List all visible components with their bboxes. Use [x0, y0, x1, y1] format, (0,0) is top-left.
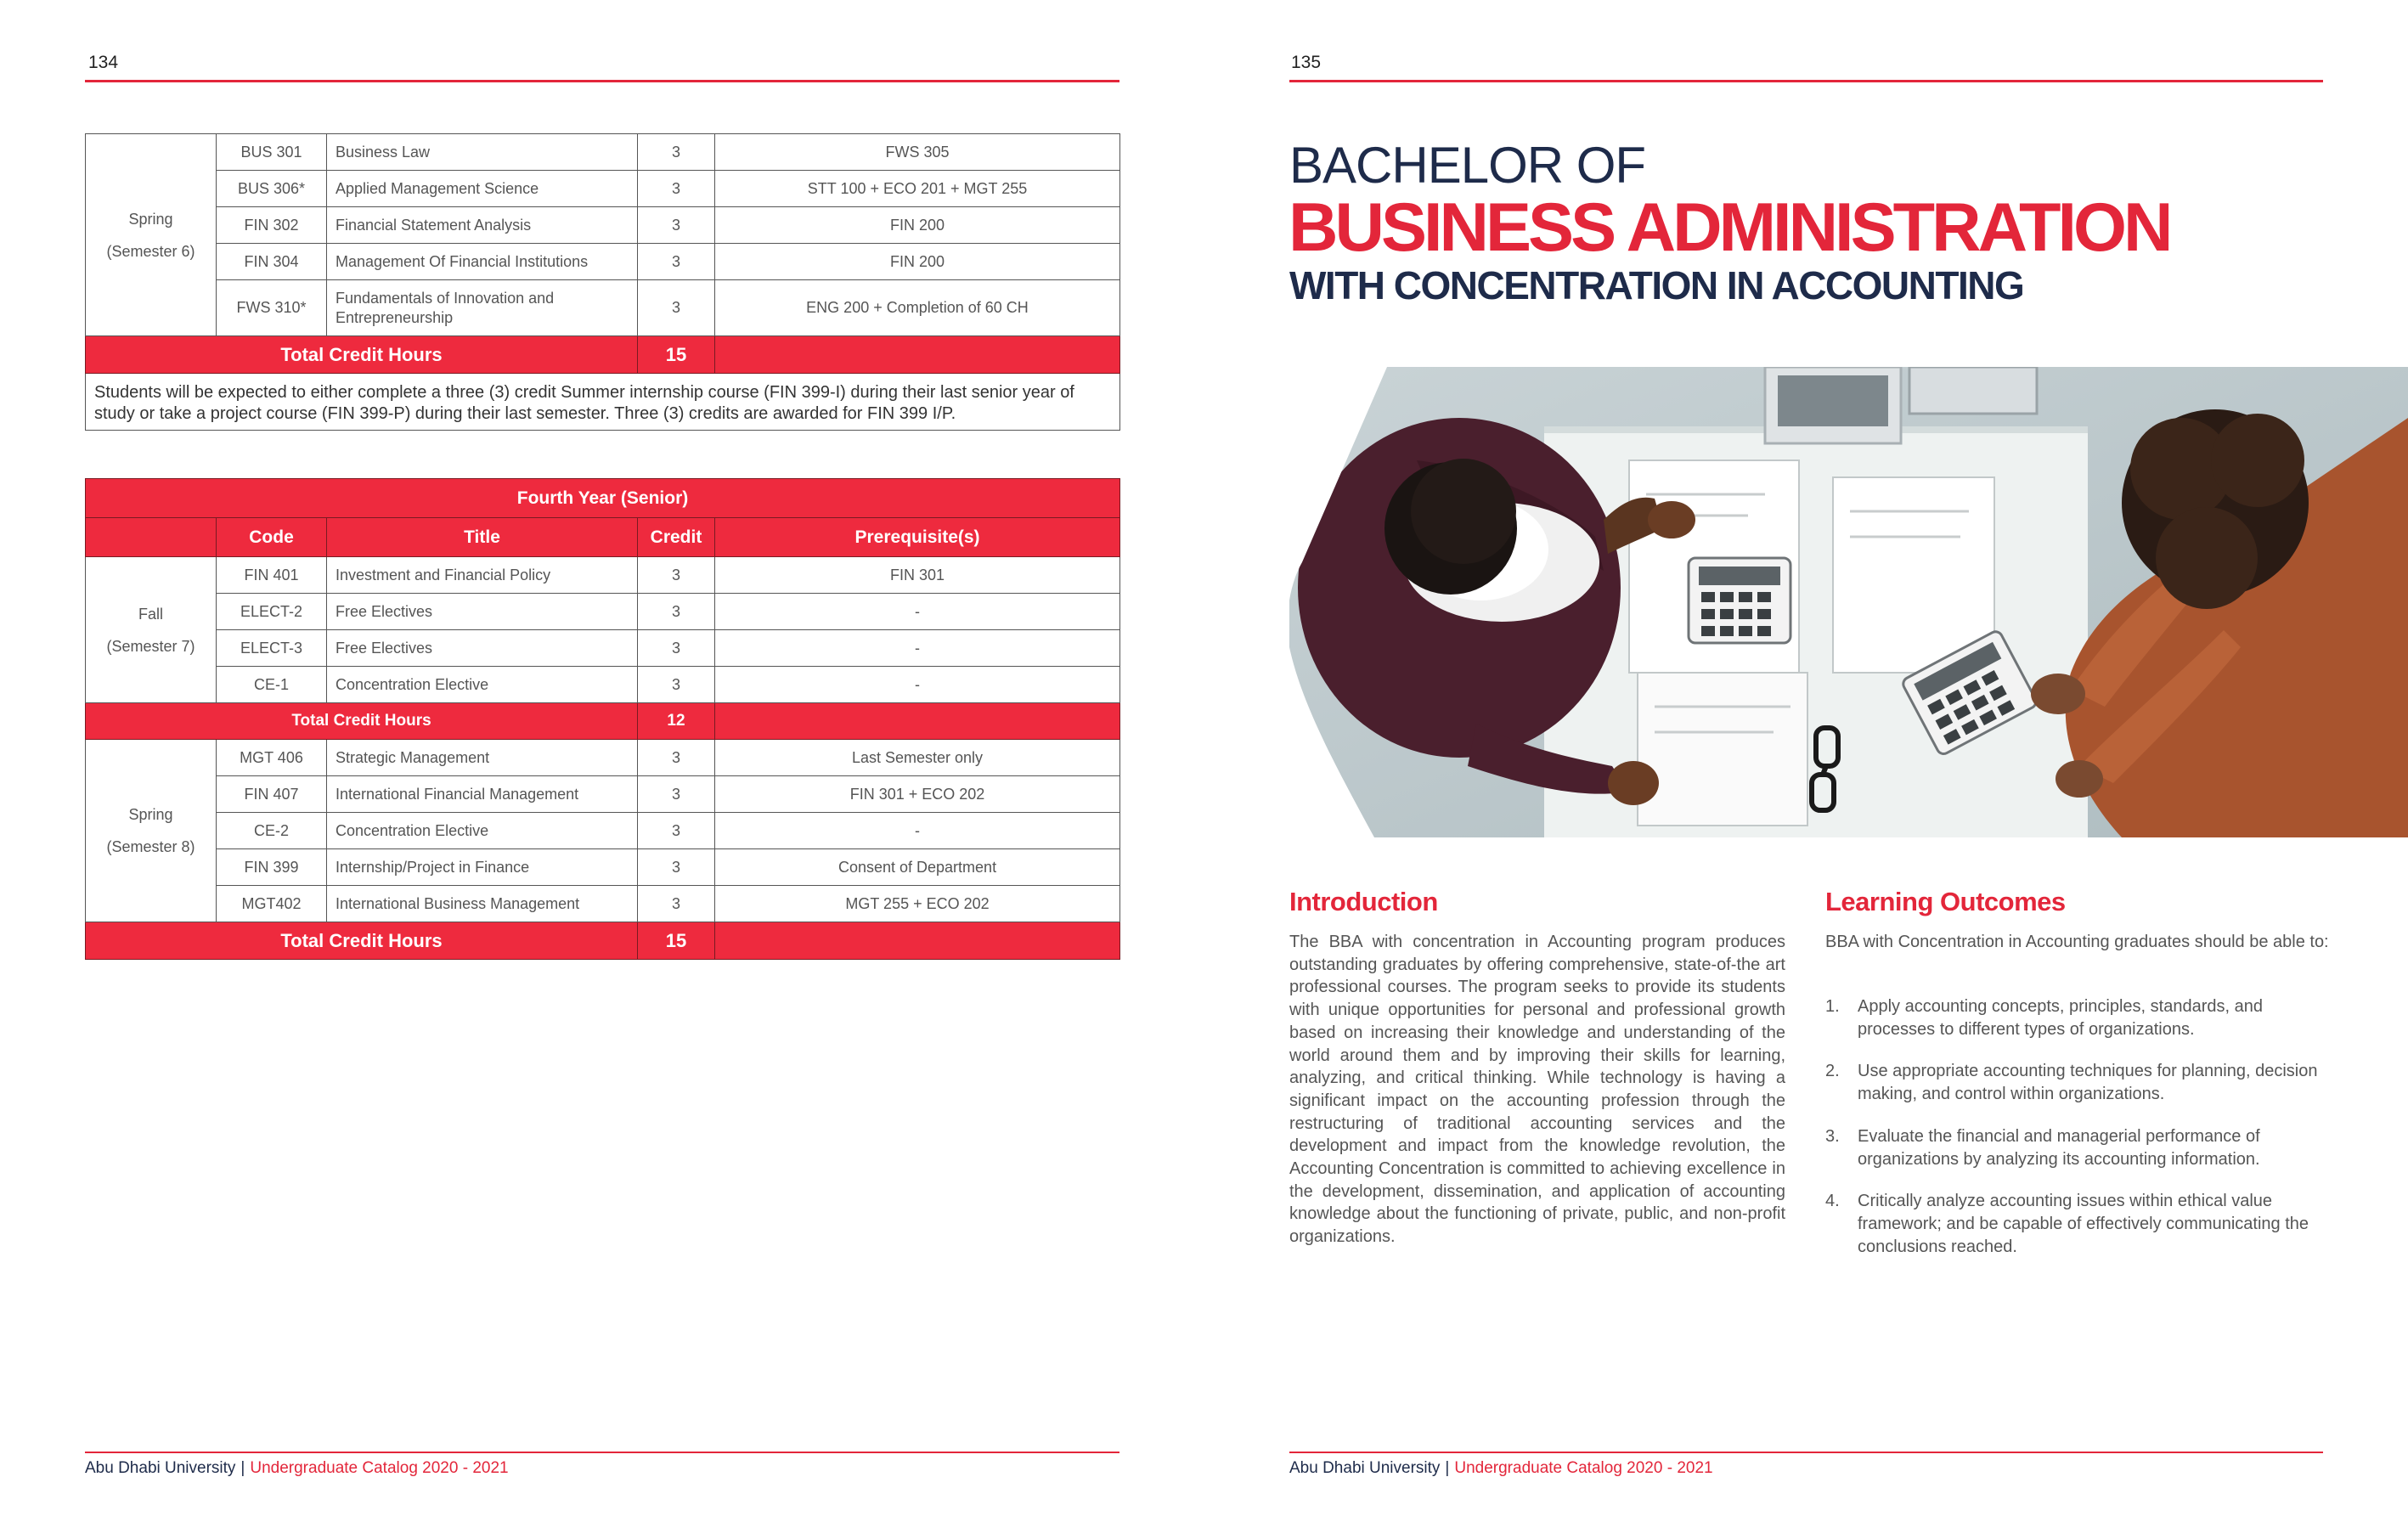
bottom-rule-right — [1289, 1452, 2323, 1453]
course-code: FIN 407 — [217, 776, 327, 813]
course-prereq: Consent of Department — [715, 849, 1120, 886]
course-credit: 3 — [638, 776, 715, 813]
list-number: 2. — [1825, 1062, 1840, 1081]
total-credit-label: Total Credit Hours — [86, 336, 638, 374]
total-credit-value: 12 — [638, 703, 715, 740]
semester-number: (Semester 6) — [106, 242, 195, 260]
footer-separator: | — [1445, 1459, 1450, 1477]
footer-university: Abu Dhabi University — [1289, 1459, 1441, 1477]
course-code: ELECT-3 — [217, 630, 327, 667]
course-code: MGT 406 — [217, 740, 327, 776]
course-title: Internship/Project in Finance — [327, 849, 638, 886]
course-credit: 3 — [638, 207, 715, 244]
total-credit-value: 15 — [638, 922, 715, 960]
footer-separator: | — [240, 1459, 245, 1477]
total-credit-label: Total Credit Hours — [86, 703, 638, 740]
course-credit: 3 — [638, 594, 715, 630]
course-code: CE-2 — [217, 813, 327, 849]
course-credit: 3 — [638, 280, 715, 336]
course-prereq: Last Semester only — [715, 740, 1120, 776]
course-title: Investment and Financial Policy — [327, 557, 638, 594]
footer-catalog: Undergraduate Catalog 2020 - 2021 — [250, 1459, 509, 1477]
course-title: Financial Statement Analysis — [327, 207, 638, 244]
page-number-right: 135 — [1291, 53, 1322, 72]
heading-bachelor-of: BACHELOR OF — [1289, 137, 1646, 194]
course-prereq: FIN 301 + ECO 202 — [715, 776, 1120, 813]
semester-label — [86, 557, 217, 703]
course-prereq: - — [715, 594, 1120, 630]
list-text: Critically analyze accounting issues within ethical value framework; and be capable of effectively communicating the conclusions reached. — [1858, 1192, 2309, 1256]
office-photo-illustration — [1289, 367, 2408, 837]
course-title: Concentration Elective — [327, 667, 638, 703]
list-text: Use appropriate accounting techniques for planning, decision making, and control within organizations. — [1858, 1062, 2318, 1104]
course-code: BUS 301 — [217, 134, 327, 171]
learning-outcomes-list — [1825, 995, 2335, 1277]
course-credit: 3 — [638, 557, 715, 594]
course-title: Free Electives — [327, 630, 638, 667]
top-rule-right — [1289, 80, 2323, 82]
course-title: Strategic Management — [327, 740, 638, 776]
course-prereq: - — [715, 667, 1120, 703]
page-number-left: 134 — [88, 53, 119, 72]
course-code: ELECT-2 — [217, 594, 327, 630]
header-prereq: Prerequisite(s) — [715, 518, 1120, 557]
list-number: 1. — [1825, 997, 1840, 1016]
semester-label — [86, 740, 217, 922]
course-code: FIN 302 — [217, 207, 327, 244]
bottom-rule-left — [85, 1452, 1119, 1453]
total-credit-empty — [715, 336, 1120, 374]
course-code: FIN 304 — [217, 244, 327, 280]
list-number: 3. — [1825, 1126, 1840, 1146]
top-rule-left — [85, 80, 1119, 82]
fourth-year-table — [85, 478, 1120, 960]
course-credit: 3 — [638, 630, 715, 667]
course-code: BUS 306* — [217, 171, 327, 207]
office-photo — [1289, 367, 2408, 837]
total-credit-value: 15 — [638, 336, 715, 374]
semester-label — [86, 134, 217, 336]
course-title: Applied Management Science — [327, 171, 638, 207]
course-title: International Financial Management — [327, 776, 638, 813]
footer-catalog: Undergraduate Catalog 2020 - 2021 — [1454, 1459, 1713, 1477]
footer-right — [1289, 1459, 1713, 1478]
course-credit: 3 — [638, 740, 715, 776]
introduction-heading: Introduction — [1289, 887, 1438, 916]
course-title: Management Of Financial Institutions — [327, 244, 638, 280]
spring-semester-6-table — [85, 133, 1120, 431]
course-prereq: FIN 301 — [715, 557, 1120, 594]
course-code: FIN 399 — [217, 849, 327, 886]
header-code: Code — [217, 518, 327, 557]
learning-outcomes-heading: Learning Outcomes — [1825, 887, 2066, 916]
internship-note: Students will be expected to either complete a three (3) credit Summer internship course (FIN 399-I) during their last senior year of study or take a project course (FIN 399-P) during their last semester. Three (3) credits are awarded for FIN 399 I/P. — [86, 374, 1120, 431]
course-code: MGT402 — [217, 886, 327, 922]
course-title: Free Electives — [327, 594, 638, 630]
header-semester — [86, 518, 217, 557]
list-item — [1825, 1060, 2335, 1105]
course-prereq: FIN 200 — [715, 244, 1120, 280]
learning-outcomes-lead: BBA with Concentration in Accounting graduates should be able to: — [1825, 933, 2329, 951]
course-credit: 3 — [638, 886, 715, 922]
course-credit: 3 — [638, 171, 715, 207]
semester-name: Spring — [128, 210, 173, 228]
total-credit-label: Total Credit Hours — [86, 922, 638, 960]
course-code: CE-1 — [217, 667, 327, 703]
footer-university: Abu Dhabi University — [85, 1459, 236, 1477]
course-title: Fundamentals of Innovation and Entrepreneurship — [327, 280, 638, 336]
total-credit-empty — [715, 703, 1120, 740]
course-prereq: FIN 200 — [715, 207, 1120, 244]
semester-name: Spring — [128, 806, 173, 823]
list-number: 4. — [1825, 1192, 1840, 1211]
semester-number: (Semester 8) — [106, 838, 195, 855]
course-title: Business Law — [327, 134, 638, 171]
footer-left — [85, 1459, 509, 1478]
course-prereq: FWS 305 — [715, 134, 1120, 171]
list-item — [1825, 1125, 2335, 1170]
heading-business-administration: BUSINESS ADMINISTRATION — [1289, 189, 2170, 266]
course-code: FIN 401 — [217, 557, 327, 594]
course-credit: 3 — [638, 849, 715, 886]
course-prereq: MGT 255 + ECO 202 — [715, 886, 1120, 922]
total-credit-empty — [715, 922, 1120, 960]
semester-number: (Semester 7) — [106, 637, 195, 655]
course-title: Concentration Elective — [327, 813, 638, 849]
header-title: Title — [327, 518, 638, 557]
course-code: FWS 310* — [217, 280, 327, 336]
course-prereq: STT 100 + ECO 201 + MGT 255 — [715, 171, 1120, 207]
course-credit: 3 — [638, 667, 715, 703]
course-credit: 3 — [638, 244, 715, 280]
heading-concentration: WITH CONCENTRATION IN ACCOUNTING — [1289, 263, 2024, 307]
list-item — [1825, 1190, 2335, 1258]
course-prereq: ENG 200 + Completion of 60 CH — [715, 280, 1120, 336]
course-credit: 3 — [638, 134, 715, 171]
list-text: Evaluate the financial and managerial performance of organizations by analyzing its accounting information. — [1858, 1126, 2260, 1169]
introduction-text: The BBA with concentration in Accounting program produces outstanding graduates by offering comprehensive, state-of-the art professional courses. The program seeks to provide its students with unique opportunities for personal and professional growth based on increasing their knowledge and understanding of the world around them and by improving their skills for learning, analyzing, and critical thinking. While technology is having a significant impact on the accounting profession through the restructuring of traditional accounting services and the development and impact from the knowledge revolution, the Accounting Concentration is committed to achieving excellence in the development, dissemination, and application of accounting knowledge about the functioning of private, public, and non-profit organizations. — [1289, 933, 1785, 1247]
semester-name: Fall — [138, 605, 163, 623]
course-prereq: - — [715, 813, 1120, 849]
list-item — [1825, 995, 2335, 1040]
table-caption: Fourth Year (Senior) — [86, 479, 1120, 518]
course-title: International Business Management — [327, 886, 638, 922]
list-text: Apply accounting concepts, principles, standards, and processes to different types of organizations. — [1858, 997, 2263, 1039]
course-prereq: - — [715, 630, 1120, 667]
course-credit: 3 — [638, 813, 715, 849]
header-credit: Credit — [638, 518, 715, 557]
